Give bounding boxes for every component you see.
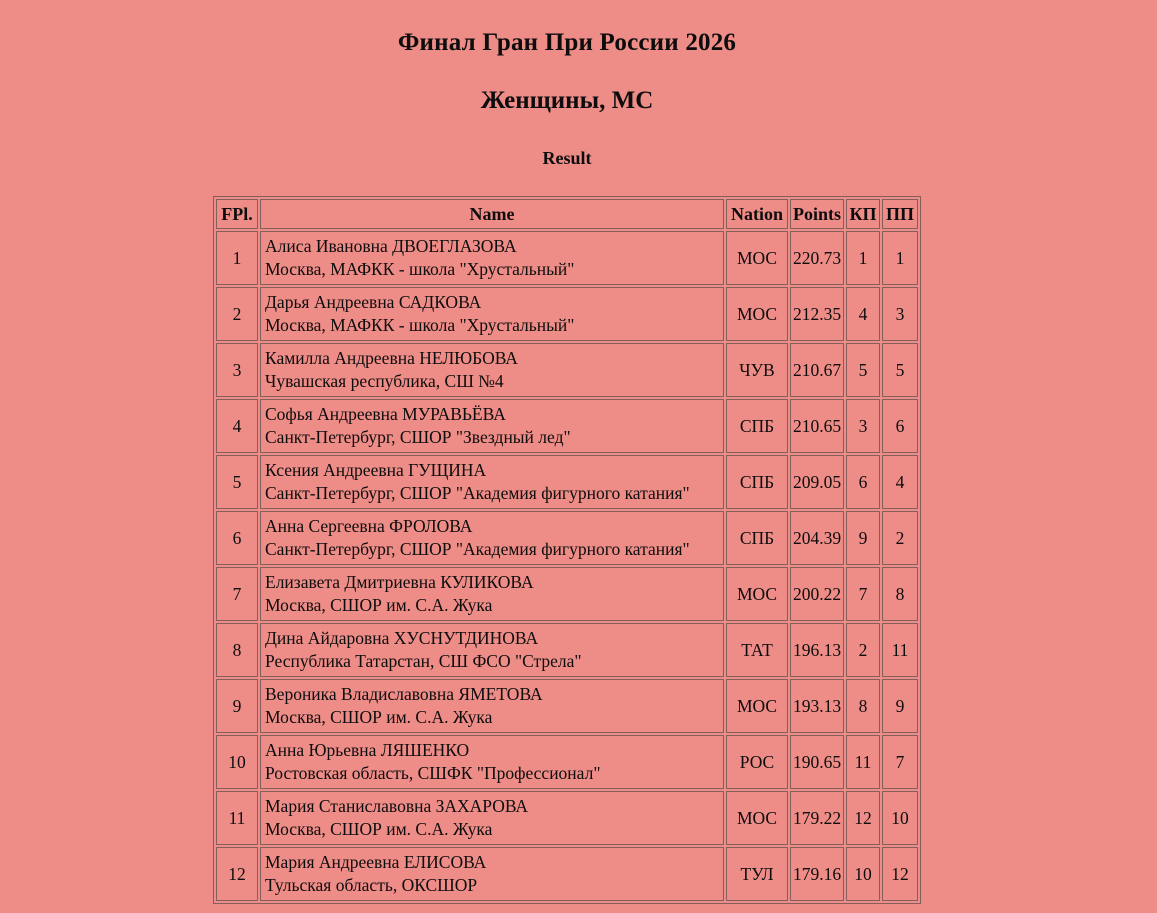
name-cell [260,567,724,621]
kp-cell: 4 [846,287,880,341]
table-row [216,511,918,565]
pp-cell: 3 [882,287,918,341]
nation-cell: ТУЛ [726,847,788,901]
category-title: Женщины, МС [480,87,654,114]
table-row [216,343,918,397]
rank-cell: 11 [216,791,258,845]
nation-cell: МОС [726,791,788,845]
points-cell: 220.73 [790,231,844,285]
name-cell [260,231,724,285]
page-background [0,28,1157,913]
kp-cell: 5 [846,343,880,397]
name-cell [260,287,724,341]
rank-cell: 12 [216,847,258,901]
points-cell: 204.39 [790,511,844,565]
event-title: Финал Гран При России 2026 [397,29,737,56]
rank-cell: 5 [216,455,258,509]
col-header-name: Name [260,199,724,229]
skater-club: Москва, МАФКК - школа "Хрустальный" [265,315,575,335]
skater-club: Москва, СШОР им. С.А. Жука [265,595,493,615]
points-cell: 200.22 [790,567,844,621]
skater-club: Санкт-Петербург, СШОР "Звездный лед" [265,427,571,447]
pp-cell: 8 [882,567,918,621]
skater-club: Москва, СШОР им. С.А. Жука [265,819,493,839]
nation-cell: МОС [726,679,788,733]
name-cell [260,511,724,565]
name-cell [260,399,724,453]
nation-cell: СПБ [726,511,788,565]
points-cell: 179.16 [790,847,844,901]
nation-cell: МОС [726,287,788,341]
skater-name: Анна Юрьевна ЛЯШЕНКО [265,740,470,760]
nation-cell: ТАТ [726,623,788,677]
pp-cell: 4 [882,455,918,509]
col-header-points: Points [790,199,844,229]
nation-cell: ЧУВ [726,343,788,397]
skater-name: Дина Айдаровна ХУСНУТДИНОВА [265,628,539,648]
nation-cell: МОС [726,231,788,285]
name-cell [260,623,724,677]
skater-club: Москва, СШОР им. С.А. Жука [265,707,493,727]
skater-name: Софья Андреевна МУРАВЬЁВА [265,404,506,424]
nation-cell: МОС [726,567,788,621]
nation-cell: СПБ [726,455,788,509]
rank-cell: 10 [216,735,258,789]
pp-cell: 7 [882,735,918,789]
pp-cell: 2 [882,511,918,565]
skater-name: Вероника Владиславовна ЯМЕТОВА [265,684,543,704]
table-row [216,567,918,621]
kp-cell: 6 [846,455,880,509]
results-table [213,196,921,904]
table-row [216,623,918,677]
rank-cell: 1 [216,231,258,285]
skater-club: Республика Татарстан, СШ ФСО "Стрела" [265,651,582,671]
table-row [216,791,918,845]
kp-cell: 2 [846,623,880,677]
kp-cell: 7 [846,567,880,621]
rank-cell: 7 [216,567,258,621]
name-cell [260,679,724,733]
rank-cell: 8 [216,623,258,677]
skater-club: Санкт-Петербург, СШОР "Академия фигурного катания" [265,539,690,559]
col-header-nation: Nation [726,199,788,229]
pp-cell: 9 [882,679,918,733]
table-row [216,399,918,453]
skater-name: Мария Станиславовна ЗАХАРОВА [265,796,529,816]
name-cell [260,455,724,509]
name-cell [260,735,724,789]
kp-cell: 10 [846,847,880,901]
table-row [216,287,918,341]
skater-club: Москва, МАФКК - школа "Хрустальный" [265,259,575,279]
skater-club: Тульская область, ОКСШОР [265,875,478,895]
table-row [216,679,918,733]
skater-club: Санкт-Петербург, СШОР "Академия фигурного катания" [265,483,690,503]
results-page [0,28,1134,904]
points-cell: 210.65 [790,399,844,453]
pp-cell: 1 [882,231,918,285]
pp-cell: 10 [882,791,918,845]
kp-cell: 9 [846,511,880,565]
pp-cell: 5 [882,343,918,397]
skater-name: Камилла Андреевна НЕЛЮБОВА [265,348,518,368]
col-header-kp: КП [846,199,880,229]
rank-cell: 9 [216,679,258,733]
kp-cell: 11 [846,735,880,789]
nation-cell: РОС [726,735,788,789]
table-row [216,735,918,789]
skater-name: Алиса Ивановна ДВОЕГЛАЗОВА [265,236,517,256]
table-row [216,455,918,509]
rank-cell: 6 [216,511,258,565]
skater-name: Елизавета Дмитриевна КУЛИКОВА [265,572,534,592]
skater-name: Дарья Андреевна САДКОВА [265,292,482,312]
points-cell: 193.13 [790,679,844,733]
pp-cell: 11 [882,623,918,677]
name-cell [260,343,724,397]
skater-name: Мария Андреевна ЕЛИСОВА [265,852,487,872]
skater-name: Ксения Андреевна ГУЩИНА [265,460,487,480]
col-header-pp: ПП [882,199,918,229]
kp-cell: 1 [846,231,880,285]
points-cell: 179.22 [790,791,844,845]
result-heading: Result [542,148,592,168]
points-cell: 212.35 [790,287,844,341]
points-cell: 196.13 [790,623,844,677]
points-cell: 210.67 [790,343,844,397]
kp-cell: 8 [846,679,880,733]
pp-cell: 12 [882,847,918,901]
skater-club: Чувашская республика, СШ №4 [265,371,504,391]
table-row [216,231,918,285]
points-cell: 190.65 [790,735,844,789]
rank-cell: 4 [216,399,258,453]
kp-cell: 12 [846,791,880,845]
skater-name: Анна Сергеевна ФРОЛОВА [265,516,473,536]
name-cell [260,791,724,845]
points-cell: 209.05 [790,455,844,509]
table-row [216,847,918,901]
col-header-fpl: FPl. [216,199,258,229]
table-header-row [216,199,918,229]
rank-cell: 2 [216,287,258,341]
nation-cell: СПБ [726,399,788,453]
name-cell [260,847,724,901]
rank-cell: 3 [216,343,258,397]
kp-cell: 3 [846,399,880,453]
skater-club: Ростовская область, СШФК "Профессионал" [265,763,601,783]
pp-cell: 6 [882,399,918,453]
